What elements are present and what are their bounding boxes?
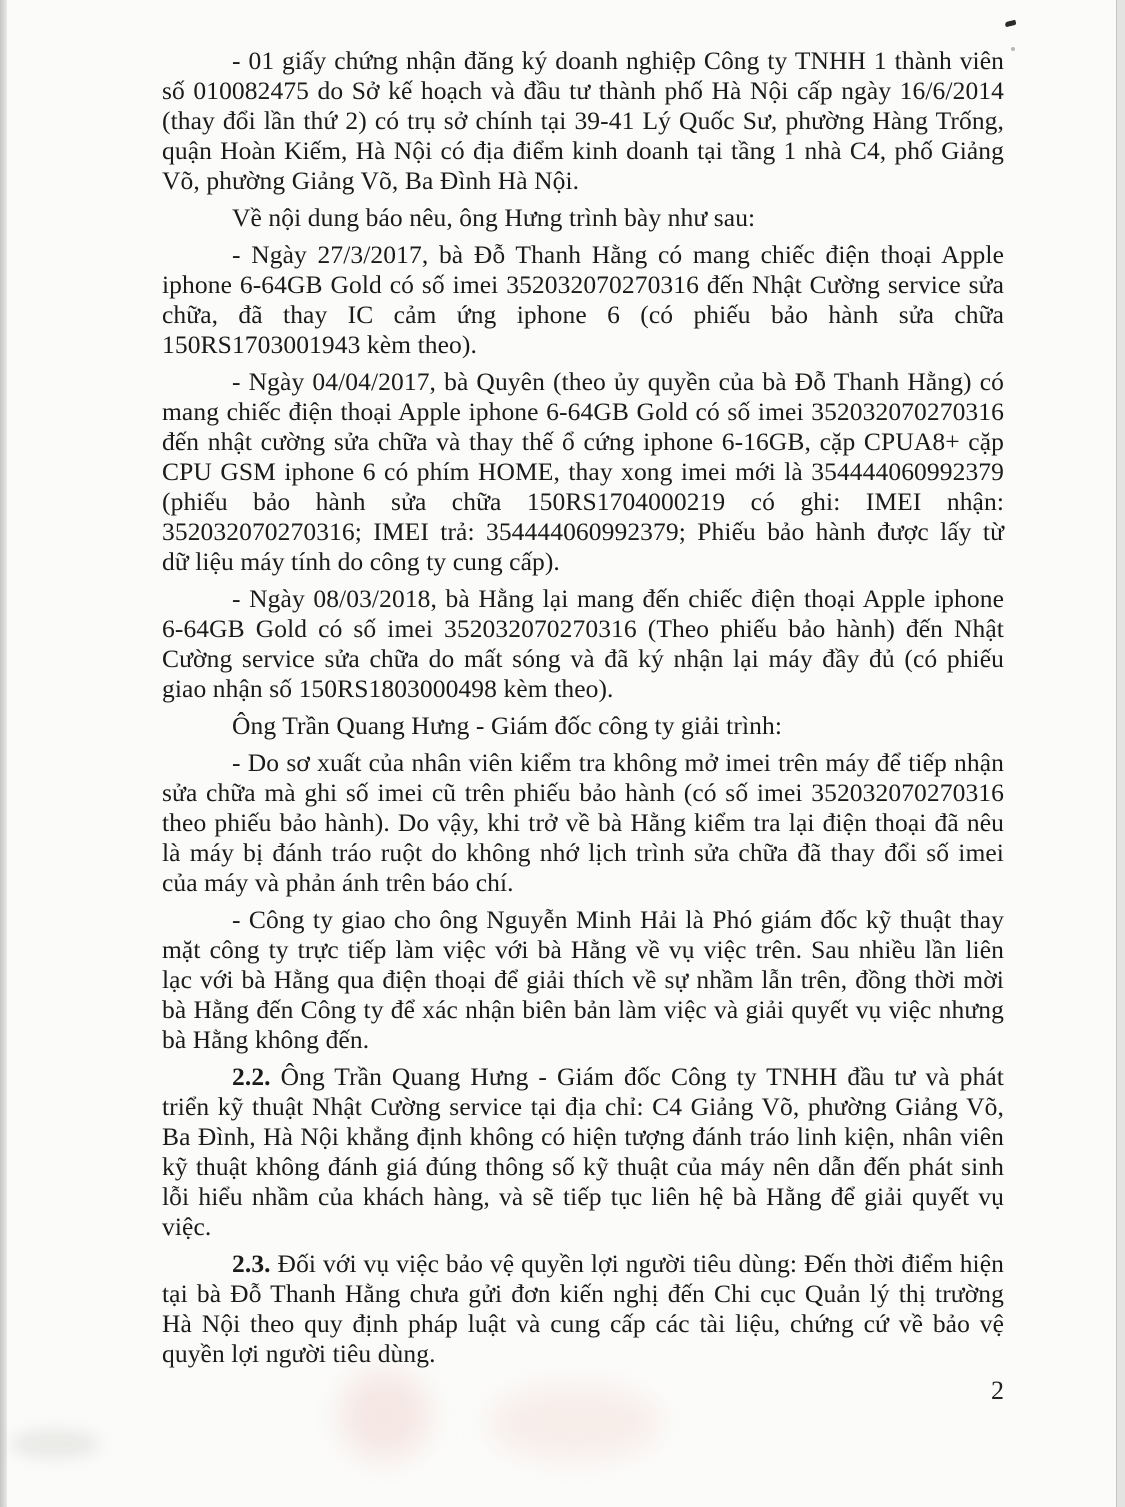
text-line: Võ, phường Giảng Võ, Ba Đình Hà Nội.: [162, 166, 580, 195]
paragraph: [162, 203, 1004, 233]
text-line: quyền lợi người tiêu dùng.: [162, 1339, 436, 1368]
text-line: đến nhật cường sửa chữa và thay thế ổ cứng iphone 6-16GB, cặp CPUA8+ cặp: [162, 427, 1004, 456]
text-line: số 010082475 do Sở kế hoạch và đầu tư thành phố Hà Nội cấp ngày 16/6/2014: [162, 76, 1004, 105]
paragraph: [162, 711, 1004, 741]
text-line: lỗi hiểu nhầm của khách hàng, và sẽ tiếp tục liên hệ bà Hằng để giải quyết vụ: [162, 1182, 1004, 1211]
text-line: - Ngày 08/03/2018, bà Hằng lại mang đến chiếc điện thoại Apple iphone: [232, 584, 1004, 613]
paragraph: [162, 240, 1004, 360]
text-line: kỹ thuật không đánh giá đúng thông số kỹ thuật của máy nên dẫn đến phát sinh: [162, 1152, 1004, 1181]
text-line: Hà Nội theo quy định pháp luật và cung cấp các tài liệu, chứng cứ về bảo vệ: [162, 1309, 1004, 1338]
text-line: lạc với bà Hằng qua điện thoại để giải thích về sự nhầm lẫn trên, đồng thời mời: [162, 965, 1004, 994]
text-line: quận Hoàn Kiếm, Hà Nội có địa điểm kinh doanh tại tầng 1 nhà C4, phố Giảng: [162, 136, 1004, 165]
text-line: triển kỹ thuật Nhật Cường service tại địa chỉ: C4 Giảng Võ, phường Giảng Võ,: [162, 1092, 1004, 1121]
text-line: - Ngày 27/3/2017, bà Đỗ Thanh Hằng có mang chiếc điện thoại Apple: [232, 240, 1004, 269]
text-line: tại bà Đỗ Thanh Hằng chưa gửi đơn kiến nghị đến Chi cục Quản lý thị trường: [162, 1279, 1004, 1308]
text-line: (thay đổi lần thứ 2) có trụ sở chính tại 39-41 Lý Quốc Sư, phường Hàng Trống,: [162, 106, 1004, 135]
text-line: - Do sơ xuất của nhân viên kiểm tra không mở imei trên máy để tiếp nhận: [232, 748, 1004, 777]
text-line: bà Hằng đến Công ty để xác nhận biên bản làm việc và giải quyết vụ việc nhưng: [162, 995, 1004, 1024]
paragraph: [162, 46, 1004, 196]
text-line: là máy bị đánh tráo ruột do không nhớ lịch trình sửa chữa đã thay đổi số imei: [162, 838, 1004, 867]
text-line: Ông Trần Quang Hưng - Giám đốc công ty giải trình:: [232, 711, 783, 740]
text-line: giao nhận số 150RS1803000498 kèm theo).: [162, 674, 614, 703]
paragraph: [162, 584, 1004, 704]
text-line: của máy và phản ánh trên báo chí.: [162, 868, 514, 897]
text-line: theo phiếu bảo hành). Do vậy, khi trở về bà Hằng kiểm tra lại điện thoại đã nêu: [162, 808, 1004, 837]
paragraph: [162, 905, 1004, 1055]
scanner-edge-right: [1116, 0, 1125, 1507]
text-line: Ba Đình, Hà Nội khẳng định không có hiện tượng đánh tráo linh kiện, nhân viên: [162, 1122, 1004, 1151]
section-number: 2.2.: [232, 1062, 271, 1091]
text-line: - 01 giấy chứng nhận đăng ký doanh nghiệp Công ty TNHH 1 thành viên: [232, 46, 1004, 75]
text-line: 2.3. Đối với vụ việc bảo vệ quyền lợi người tiêu dùng: Đến thời điểm hiện: [232, 1249, 1004, 1278]
text-line: mang chiếc điện thoại Apple iphone 6-64GB Gold có số imei 352032070270316: [162, 397, 1004, 426]
text-line: CPU GSM iphone 6 có phím HOME, thay xong imei mới là 354444060992379: [162, 457, 1004, 486]
text-line: - Công ty giao cho ông Nguyễn Minh Hải là Phó giám đốc kỹ thuật thay: [232, 905, 1004, 934]
paragraph: [162, 748, 1004, 898]
paragraph: [162, 1249, 1004, 1369]
page-number: 2: [991, 1376, 1004, 1405]
text-line: 2.2. Ông Trần Quang Hưng - Giám đốc Công ty TNHH đầu tư và phát: [232, 1062, 1004, 1091]
text-line: dữ liệu máy tính do công ty cung cấp).: [162, 547, 560, 576]
text-line: - Ngày 04/04/2017, bà Quyên (theo ủy quyền của bà Đỗ Thanh Hằng) có: [232, 367, 1004, 396]
scanner-edge-left: [0, 0, 7, 1507]
text-line: bà Hằng không đến.: [162, 1025, 370, 1054]
text-line: chữa, đã thay IC cảm ứng iphone 6 (có phiếu bảo hành sửa chữa: [162, 300, 1004, 329]
text-line: Về nội dung báo nêu, ông Hưng trình bày như sau:: [232, 203, 756, 232]
text-line: mặt công ty trực tiếp làm việc với bà Hằng về vụ việc trên. Sau nhiều lần liên: [162, 935, 1004, 964]
text-line: (phiếu bảo hành sửa chữa 150RS1704000219 có ghi: IMEI nhận:: [162, 487, 1004, 516]
text-line: sửa chữa mà ghi số imei cũ trên phiếu bảo hành (có số imei 352032070270316: [162, 778, 1004, 807]
text-line: việc.: [162, 1212, 212, 1241]
document-body: [162, 46, 1004, 1376]
paragraph: [162, 1062, 1004, 1242]
scan-smudge: [10, 1430, 100, 1458]
text-line: iphone 6-64GB Gold có số imei 352032070270316 đến Nhật Cường service sửa: [162, 270, 1004, 299]
text-line: Cường service sửa chữa do mất sóng và đã ký nhận lại máy đầy đủ (có phiếu: [162, 644, 1004, 673]
text-line: 352032070270316; IMEI trả: 354444060992379; Phiếu bảo hành được lấy từ: [162, 517, 1004, 546]
ink-dot: [1011, 47, 1015, 51]
text-line: 150RS1703001943 kèm theo).: [162, 330, 477, 359]
ink-speck: [1005, 20, 1017, 28]
text-line: 6-64GB Gold có số imei 352032070270316 (Theo phiếu bảo hành) đến Nhật: [162, 614, 1004, 643]
paragraph: [162, 367, 1004, 577]
section-number: 2.3.: [232, 1249, 271, 1278]
